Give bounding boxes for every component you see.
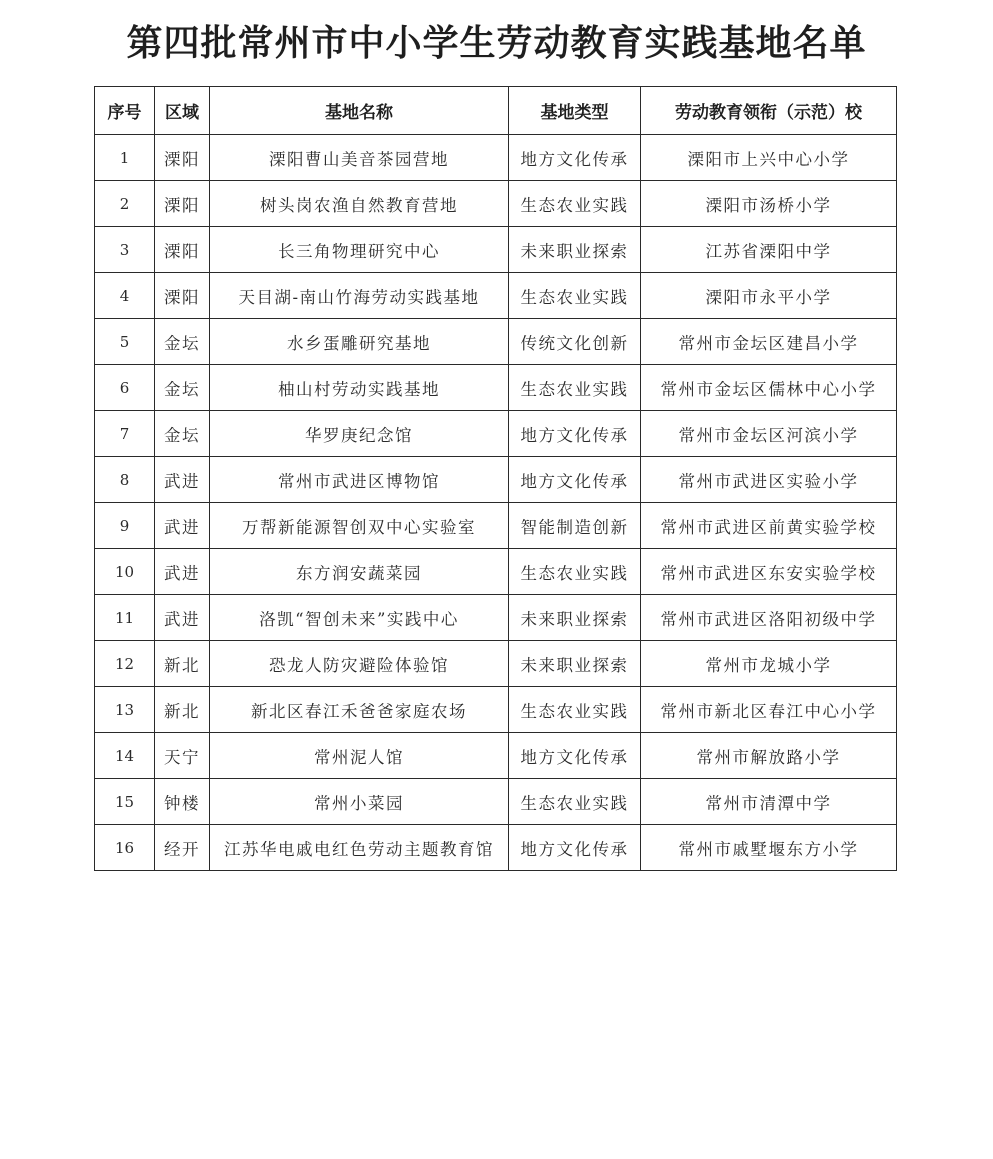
header-base-name: 基地名称 (210, 87, 509, 135)
header-district: 区域 (155, 87, 210, 135)
cell-serial-number: 4 (95, 273, 155, 319)
table-row (95, 595, 897, 641)
cell-base-name: 常州市武进区博物馆 (210, 457, 509, 503)
cell-base-name: 天目湖-南山竹海劳动实践基地 (210, 273, 509, 319)
cell-base-type: 地方文化传承 (509, 411, 641, 457)
cell-district: 武进 (155, 503, 210, 549)
cell-serial-number: 13 (95, 687, 155, 733)
header-lead-school: 劳动教育领衔（示范）校 (641, 87, 897, 135)
cell-serial-number: 15 (95, 779, 155, 825)
header-serial-number: 序号 (95, 87, 155, 135)
table-row (95, 135, 897, 181)
cell-base-name: 江苏华电戚电红色劳动主题教育馆 (210, 825, 509, 871)
cell-lead-school: 常州市金坛区建昌小学 (641, 319, 897, 365)
table-body (95, 135, 897, 871)
cell-base-type: 智能制造创新 (509, 503, 641, 549)
cell-serial-number: 9 (95, 503, 155, 549)
table-row (95, 319, 897, 365)
cell-serial-number: 6 (95, 365, 155, 411)
page-title: 第四批常州市中小学生劳动教育实践基地名单 (126, 23, 867, 64)
table-row (95, 503, 897, 549)
cell-lead-school: 常州市新北区春江中心小学 (641, 687, 897, 733)
cell-base-type: 未来职业探索 (509, 641, 641, 687)
cell-lead-school: 溧阳市永平小学 (641, 273, 897, 319)
cell-base-name: 华罗庚纪念馆 (210, 411, 509, 457)
cell-lead-school: 常州市金坛区儒林中心小学 (641, 365, 897, 411)
cell-base-name: 溧阳曹山美音茶园营地 (210, 135, 509, 181)
cell-base-name: 长三角物理研究中心 (210, 227, 509, 273)
cell-serial-number: 12 (95, 641, 155, 687)
cell-base-name: 常州小菜园 (210, 779, 509, 825)
cell-lead-school: 常州市清潭中学 (641, 779, 897, 825)
cell-lead-school: 常州市戚墅堰东方小学 (641, 825, 897, 871)
cell-serial-number: 8 (95, 457, 155, 503)
cell-district: 溧阳 (155, 135, 210, 181)
cell-base-name: 恐龙人防灾避险体验馆 (210, 641, 509, 687)
cell-district: 金坛 (155, 411, 210, 457)
table-row (95, 549, 897, 595)
table-row (95, 825, 897, 871)
cell-lead-school: 常州市武进区实验小学 (641, 457, 897, 503)
cell-base-name: 洛凯“智创未来”实践中心 (210, 595, 509, 641)
table-row (95, 273, 897, 319)
cell-base-type: 生态农业实践 (509, 687, 641, 733)
table-row (95, 733, 897, 779)
cell-serial-number: 3 (95, 227, 155, 273)
cell-base-type: 生态农业实践 (509, 549, 641, 595)
cell-lead-school: 常州市武进区洛阳初级中学 (641, 595, 897, 641)
cell-base-type: 生态农业实践 (509, 365, 641, 411)
table-row (95, 365, 897, 411)
cell-district: 武进 (155, 549, 210, 595)
cell-serial-number: 14 (95, 733, 155, 779)
cell-base-type: 地方文化传承 (509, 135, 641, 181)
cell-lead-school: 溧阳市汤桥小学 (641, 181, 897, 227)
cell-base-name: 东方润安蔬菜园 (210, 549, 509, 595)
cell-base-type: 传统文化创新 (509, 319, 641, 365)
cell-base-name: 柚山村劳动实践基地 (210, 365, 509, 411)
cell-base-type: 生态农业实践 (509, 779, 641, 825)
cell-base-name: 树头岗农渔自然教育营地 (210, 181, 509, 227)
table-row (95, 687, 897, 733)
cell-district: 溧阳 (155, 273, 210, 319)
cell-district: 钟楼 (155, 779, 210, 825)
cell-district: 溧阳 (155, 227, 210, 273)
cell-serial-number: 1 (95, 135, 155, 181)
cell-lead-school: 常州市金坛区河滨小学 (641, 411, 897, 457)
table-row (95, 181, 897, 227)
table-header-row (95, 87, 897, 135)
cell-district: 武进 (155, 457, 210, 503)
cell-serial-number: 7 (95, 411, 155, 457)
cell-district: 经开 (155, 825, 210, 871)
cell-lead-school: 溧阳市上兴中心小学 (641, 135, 897, 181)
cell-base-type: 生态农业实践 (509, 181, 641, 227)
cell-base-name: 新北区春江禾爸爸家庭农场 (210, 687, 509, 733)
cell-base-type: 地方文化传承 (509, 457, 641, 503)
cell-base-name: 万帮新能源智创双中心实验室 (210, 503, 509, 549)
header-base-type: 基地类型 (509, 87, 641, 135)
cell-district: 金坛 (155, 365, 210, 411)
table-row (95, 227, 897, 273)
cell-lead-school: 常州市龙城小学 (641, 641, 897, 687)
cell-base-name: 水乡蛋雕研究基地 (210, 319, 509, 365)
cell-lead-school: 江苏省溧阳中学 (641, 227, 897, 273)
cell-district: 溧阳 (155, 181, 210, 227)
cell-base-type: 地方文化传承 (509, 825, 641, 871)
table-row (95, 641, 897, 687)
cell-serial-number: 11 (95, 595, 155, 641)
cell-serial-number: 2 (95, 181, 155, 227)
table-row (95, 779, 897, 825)
cell-base-type: 未来职业探索 (509, 227, 641, 273)
cell-base-type: 未来职业探索 (509, 595, 641, 641)
cell-base-name: 常州泥人馆 (210, 733, 509, 779)
cell-base-type: 生态农业实践 (509, 273, 641, 319)
cell-district: 武进 (155, 595, 210, 641)
cell-lead-school: 常州市武进区前黄实验学校 (641, 503, 897, 549)
cell-district: 新北 (155, 641, 210, 687)
cell-lead-school: 常州市解放路小学 (641, 733, 897, 779)
cell-serial-number: 5 (95, 319, 155, 365)
table-row (95, 457, 897, 503)
cell-district: 金坛 (155, 319, 210, 365)
cell-base-type: 地方文化传承 (509, 733, 641, 779)
base-list-table (94, 86, 897, 871)
cell-district: 新北 (155, 687, 210, 733)
cell-district: 天宁 (155, 733, 210, 779)
table-row (95, 411, 897, 457)
cell-serial-number: 10 (95, 549, 155, 595)
cell-serial-number: 16 (95, 825, 155, 871)
cell-lead-school: 常州市武进区东安实验学校 (641, 549, 897, 595)
